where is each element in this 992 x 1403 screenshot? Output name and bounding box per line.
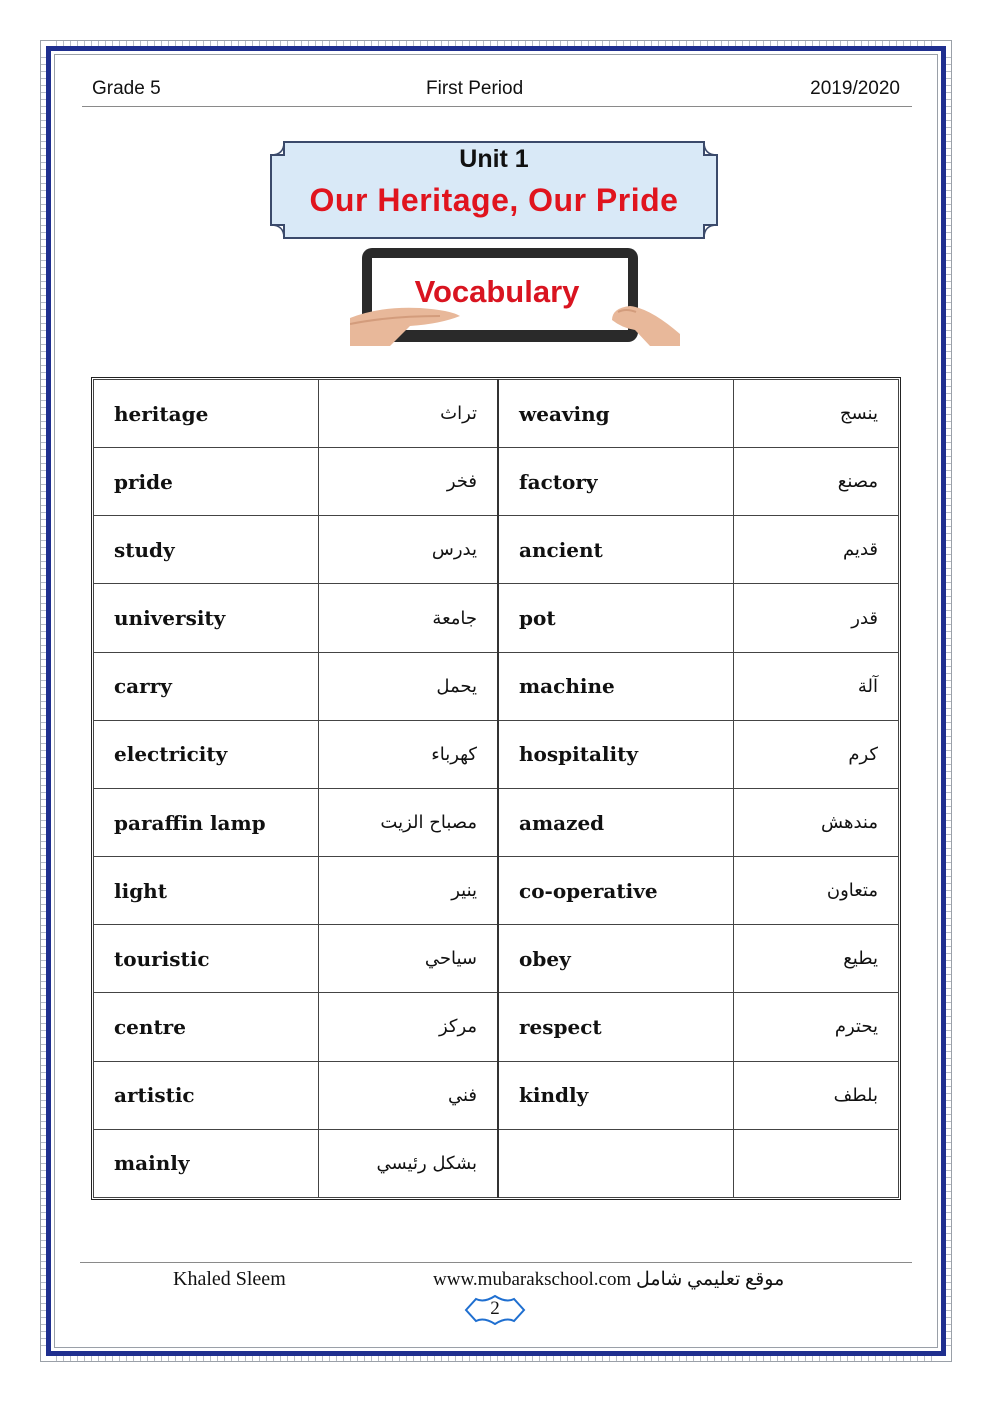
- english-word-cell: university: [94, 584, 319, 652]
- english-word-cell: pride: [94, 448, 319, 516]
- english-word-cell: factory: [498, 448, 734, 516]
- page-header: [82, 78, 912, 107]
- table-row: [94, 448, 899, 516]
- arabic-meaning-cell: قدر: [734, 584, 899, 652]
- english-word-cell: ancient: [498, 516, 734, 584]
- unit-number: Unit 1: [459, 145, 529, 173]
- page-number-badge: [462, 1293, 528, 1327]
- english-word-cell: [498, 1129, 734, 1197]
- english-word-cell: study: [94, 516, 319, 584]
- table-row: [94, 1129, 899, 1197]
- vocabulary-grid: [93, 379, 899, 1198]
- english-word-cell: respect: [498, 993, 734, 1061]
- arabic-meaning-cell: يدرس: [319, 516, 498, 584]
- table-row: [94, 788, 899, 856]
- unit-title-box: [270, 141, 718, 239]
- english-word-cell: touristic: [94, 925, 319, 993]
- english-word-cell: hospitality: [498, 720, 734, 788]
- english-word-cell: heritage: [94, 380, 319, 448]
- table-row: [94, 1061, 899, 1129]
- english-word-cell: weaving: [498, 380, 734, 448]
- table-row: [94, 584, 899, 652]
- arabic-meaning-cell: كهرباء: [319, 720, 498, 788]
- arabic-meaning-cell: يطيع: [734, 925, 899, 993]
- table-row: [94, 516, 899, 584]
- arabic-meaning-cell: مندهش: [734, 788, 899, 856]
- arabic-meaning-cell: سياحي: [319, 925, 498, 993]
- arabic-meaning-cell: كرم: [734, 720, 899, 788]
- header-year: 2019/2020: [810, 78, 900, 99]
- arabic-meaning-cell: مصباح الزيت: [319, 788, 498, 856]
- english-word-cell: co-operative: [498, 857, 734, 925]
- arabic-meaning-cell: ينير: [319, 857, 498, 925]
- arabic-meaning-cell: بلطف: [734, 1061, 899, 1129]
- arabic-meaning-cell: ينسج: [734, 380, 899, 448]
- arabic-meaning-cell: مركز: [319, 993, 498, 1061]
- arabic-meaning-cell: فني: [319, 1061, 498, 1129]
- english-word-cell: artistic: [94, 1061, 319, 1129]
- arabic-meaning-cell: يحمل: [319, 652, 498, 720]
- arabic-meaning-cell: متعاون: [734, 857, 899, 925]
- table-row: [94, 993, 899, 1061]
- arabic-meaning-cell: مصنع: [734, 448, 899, 516]
- english-word-cell: amazed: [498, 788, 734, 856]
- footer-author: Khaled Sleem: [173, 1268, 286, 1290]
- english-word-cell: electricity: [94, 720, 319, 788]
- table-row: [94, 380, 899, 448]
- table-row: [94, 652, 899, 720]
- english-word-cell: paraffin lamp: [94, 788, 319, 856]
- english-word-cell: light: [94, 857, 319, 925]
- arabic-meaning-cell: قديم: [734, 516, 899, 584]
- table-row: [94, 857, 899, 925]
- vocabulary-table: [91, 377, 901, 1200]
- arabic-meaning-cell: آلة: [734, 652, 899, 720]
- english-word-cell: centre: [94, 993, 319, 1061]
- footer-divider: [80, 1262, 912, 1263]
- arabic-meaning-cell: يحترم: [734, 993, 899, 1061]
- english-word-cell: kindly: [498, 1061, 734, 1129]
- english-word-cell: carry: [94, 652, 319, 720]
- vocabulary-banner: [350, 246, 680, 346]
- page-number: 2: [490, 1298, 500, 1319]
- arabic-meaning-cell: فخر: [319, 448, 498, 516]
- footer-website: www.mubarakschool.com موقع تعليمي شامل: [433, 1269, 785, 1290]
- unit-title: Our Heritage, Our Pride: [309, 182, 679, 218]
- english-word-cell: machine: [498, 652, 734, 720]
- table-row: [94, 720, 899, 788]
- arabic-meaning-cell: بشكل رئيسي: [319, 1129, 498, 1197]
- header-grade: Grade 5: [92, 78, 161, 99]
- header-period: First Period: [426, 78, 524, 99]
- english-word-cell: pot: [498, 584, 734, 652]
- table-row: [94, 925, 899, 993]
- vocabulary-label: Vocabulary: [414, 274, 580, 309]
- english-word-cell: obey: [498, 925, 734, 993]
- arabic-meaning-cell: تراث: [319, 380, 498, 448]
- arabic-meaning-cell: [734, 1129, 899, 1197]
- english-word-cell: mainly: [94, 1129, 319, 1197]
- arabic-meaning-cell: جامعة: [319, 584, 498, 652]
